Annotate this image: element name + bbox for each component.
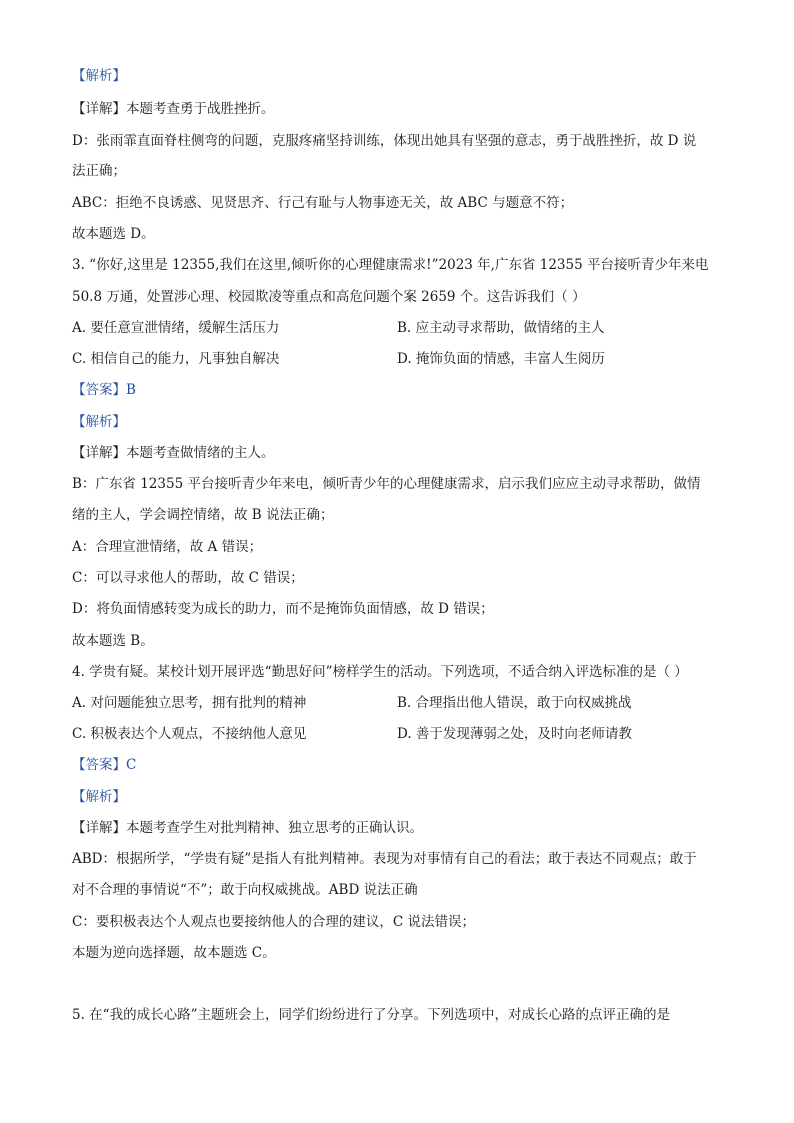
q3-option-a-explanation: A：合理宣泄情绪，故 A 错误； bbox=[72, 539, 263, 555]
q4-option-c: C. 积极表达个人观点，不接纳他人意见 bbox=[72, 726, 307, 742]
q2-option-d-explanation-line1: D：张雨霏直面脊柱侧弯的问题，克服疼痛坚持训练，体现出她具有坚强的意志，勇于战胜挫折，故 D 说 bbox=[72, 133, 697, 149]
q3-answer: 【答案】B bbox=[72, 382, 136, 398]
q3-option-b-explanation-line2: 绪的主人，学会调控情绪，故 B 说法正确； bbox=[72, 507, 334, 523]
q3-option-d: D. 掩饰负面的情感，丰富人生阅历 bbox=[397, 351, 605, 367]
q4-stem: 4. 学贵有疑。某校计划开展评选“勤思好问”榜样学生的活动。下列选项，不适合纳入评选标准的是（ ） bbox=[72, 664, 688, 680]
q4-answer: 【答案】C bbox=[72, 757, 137, 773]
q3-option-a: A. 要任意宣泄情绪，缓解生活压力 bbox=[72, 320, 280, 336]
q3-option-b-explanation-line1: B：广东省 12355 平台接听青少年来电，倾听青少年的心理健康需求，启示我们应应主动寻求帮助，做情 bbox=[72, 476, 701, 492]
q2-option-d-explanation-line2: 法正确； bbox=[72, 163, 126, 179]
q4-analysis-tag: 【解析】 bbox=[72, 789, 126, 805]
q3-option-b: B. 应主动寻求帮助，做情绪的主人 bbox=[397, 320, 605, 336]
q4-option-c-explanation: C：要积极表达个人观点也要接纳他人的合理的建议，C 说法错误； bbox=[72, 914, 475, 930]
q3-stem-line1: 3. “你好,这里是 12355,我们在这里,倾听你的心理健康需求!”2023 年,广东省 12355 平台接听青少年来电 bbox=[72, 257, 709, 273]
q2-conclusion: 故本题选 D。 bbox=[72, 226, 155, 242]
q4-option-abd-explanation-line2: 对不合理的事情说“不”；敢于向权威挑战。ABD 说法正确 bbox=[72, 882, 418, 898]
q5-stem: 5. 在“我的成长心路”主题班会上，同学们纷纷进行了分享。下列选项中，对成长心路的点评正确的是 bbox=[72, 1007, 670, 1023]
q3-analysis-tag: 【解析】 bbox=[72, 414, 126, 430]
q3-option-c: C. 相信自己的能力，凡事独自解决 bbox=[72, 351, 280, 367]
q4-option-b: B. 合理指出他人错误，敢于向权威挑战 bbox=[397, 695, 632, 711]
q2-detail: 【详解】本题考查勇于战胜挫折。 bbox=[72, 101, 275, 117]
q4-option-a: A. 对问题能独立思考，拥有批判的精神 bbox=[72, 695, 307, 711]
q3-detail: 【详解】本题考查做情绪的主人。 bbox=[72, 445, 275, 461]
q3-option-d-explanation: D：将负面情感转变为成长的助力，而不是掩饰负面情感，故 D 错误； bbox=[72, 601, 494, 617]
q2-option-abc-explanation: ABC：拒绝不良诱惑、见贤思齐、行己有耻与人物事迹无关，故 ABC 与题意不符； bbox=[72, 195, 574, 211]
q3-conclusion: 故本题选 B。 bbox=[72, 633, 154, 649]
q4-detail: 【详解】本题考查学生对批判精神、独立思考的正确认识。 bbox=[72, 820, 423, 836]
q4-conclusion: 本题为逆向选择题，故本题选 C。 bbox=[72, 945, 276, 961]
q4-option-d: D. 善于发现薄弱之处，及时向老师请教 bbox=[397, 726, 632, 742]
q4-option-abd-explanation-line1: ABD：根据所学，“学贵有疑”是指人有批判精神。表现为对事情有自己的看法；敢于表达不同观点；敢于 bbox=[72, 851, 697, 867]
q3-stem-line2: 50.8 万通，处置涉心理、校园欺凌等重点和高危问题个案 2659 个。这告诉我们（ ） bbox=[72, 289, 586, 305]
q3-option-c-explanation: C：可以寻求他人的帮助，故 C 错误； bbox=[72, 570, 304, 586]
q2-analysis-tag: 【解析】 bbox=[72, 68, 126, 84]
